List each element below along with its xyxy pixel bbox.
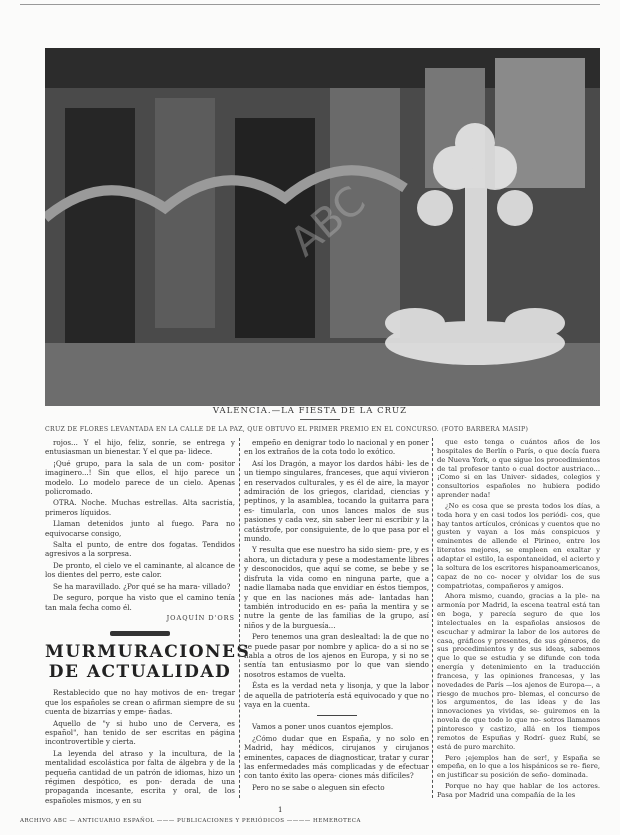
paragraph: Ésta es la verdad neta y lisonja, y que la labor de aquella de patriotería está equivocado y que no vaya en la cuenta.	[244, 681, 429, 709]
paragraph: Pero no se sabe o aleguen sin efecto	[252, 782, 385, 792]
photo-illustration	[45, 48, 600, 406]
paragraph: De pronto, el cielo ve el caminante, al alcance de los dientes del perro, este calor.	[45, 560, 235, 580]
column-rule	[239, 438, 241, 798]
caption-rule	[300, 419, 340, 420]
paragraph: Pero ¡ejemplos han de ser!, y España se empeña, en lo que a los hispánicos se re- fiere, en justificar su posición de seño- dominada.	[437, 753, 600, 780]
paragraph: Se ha maravillado. ¿Por qué se ha mara- villado?	[53, 581, 231, 591]
paragraph: Así los Dragón, a mayor los dardos hábi- les de un tiempo singulares, franceses, que aquí vivieron en reservados culturales, y es él de aire, la mayor admiración de los griegos, claridad, ciencias y peptinos, y la asamblea, tocando la guitarra para es- timularla, con unos lances malos de sus pasiones y cada vez, sin saber leer ni escribir y la catástrofe, por consiguiente, de lo que pasa por el mundo.	[244, 458, 429, 544]
paragraph: Restablecido que no hay motivos de en- tregar que los españoles se crean o afirman siempre de su cuenta de bizarrías y empe- ñadas.	[45, 688, 235, 717]
article-headline: MURMURACIONES DE ACTUALIDAD	[45, 642, 251, 683]
ornament-divider	[110, 631, 170, 636]
photo-caption: VALENCIA.—LA FIESTA DE LA CRUZ	[212, 406, 408, 416]
paragraph: Llaman detenidos junto al fuego. Para no equivocarse consigo,	[45, 519, 235, 538]
top-rule	[20, 4, 600, 5]
paragraph: Aquello de "y si hubo uno de Cervera, es español", han tenido de ser escritas en página incontrovertible y cierta.	[45, 718, 235, 747]
news-photo	[45, 48, 600, 406]
column-rule	[432, 438, 434, 798]
paragraph: ¡Qué grupo, para la sala de un com- positor imaginero...! Sin que ellos, el hijo parece un modelo. Lo modelo parece de un cielo. Apenas policromado.	[45, 458, 235, 497]
paragraph: OTRA. Noche. Muchas estrellas. Alta sacristía, primeros líquidos.	[45, 498, 235, 517]
paragraph: Vamos a poner unos cuantos ejemplos.	[252, 722, 394, 732]
paragraph: Pero tenemos una gran deslealtad: la de que no se puede pasar por nombre y aplica- do a si no se habla a otros de los ajenos en Europa, y si no se sentía tan entusiasmo por lo que van siendo nosotros estamos de vuelta.	[244, 632, 429, 679]
paragraph: La leyenda del atraso y la incultura, de la mentalidad escolástica por falta de álgebra y de la pequeña cantidad de un patrón de idiomas, hizo un régimen despótico, es pon- derada de una propaganda incesante, escrita y oral, de los españoles mismos, y en su	[45, 748, 235, 805]
photo-subcaption: CRUZ DE FLORES LEVANTADA EN LA CALLE DE LA PAZ, QUE OBTUVO EL PRIMER PREMIO EN EL CONCURSO. (FOTO BARBERÁ MASIP)	[45, 426, 529, 433]
paragraph: Y resulta que ese nuestro ha sido siem- pre, y es ahora, un dictadura y pese a modestamente libres y desconocidos, que aquí se come, se bebe y se disfruta la vida como en ninguna parte, que a nadie llamaba nada que envidiar en éstos tiempos, y que en las naciones más ade- lantadas han también introducido en es- paña la mentira y se nutre la gente de las familias de la grupo, así niños y de la burguesía...	[244, 545, 429, 630]
column-1	[45, 438, 251, 807]
paragraph: De seguro, porque ha visto que el camino tenía tan mala fecha como él.	[45, 593, 235, 612]
column-3	[437, 438, 600, 802]
footer-imprint: ARCHIVO ABC — ANTICUARIO ESPAÑOL ——— PUBLICACIONES Y PERIÓDICOS ———— HEMEROTECA	[20, 818, 361, 824]
paragraph: Salta el punto, de entre dos fogatas. Tendidos agresivos a la sorpresa.	[45, 540, 235, 559]
paragraph: empeño en denigrar todo lo nacional y en poner en los extraños de la cota todo lo exótico.	[244, 438, 429, 457]
paragraph: rojos... Y el hijo, feliz, sonríe, se entrega y entusiasman un bienestar. Y el que pa- lidece.	[45, 438, 235, 457]
paragraph: que esto tenga o cuántos años de los hospitales de Berlín o París, o que decía fuera de Nueva York, o que sigue los procedimientos de tal profesor tanto o cual doctor austriaco... ¡Como si en las Univer- sidades, colegios y consultorios españoles no hubiera podido aprender nada!	[437, 438, 600, 500]
paragraph: Ahora mismo, cuando, gracias a la ple- na armonía por Madrid, la escena teatral está tan en boga, y parecía seguro de que los intelectuales en la españolas ansiosos de escuchar y admirar la labor de los autores de casa, gráficos y presentes, de sus géneros, de sus procedimientos y de sus ideas, sabemos que lo que se estudia y se difunde con toda energía y detenimiento en la traducción francesa, y las opiniones francesas, y las novedades de París —los ajenos de Europa—, a riesgo de muchos pro- blemas, el concurso de los argumentos, de las ideas y de las innovaciones ya vividas, se- guiremos en la novela de que todo lo que no- sotros llamamos pintoresco y castizo, allá en los tiempos remotos de Espuñas y Rodrí- guez Rubí, se está de puro marchito.	[437, 592, 600, 751]
paragraph: ¿Cómo dudar que en España, y no solo en Madrid, hay médicos, cirujanos y cirujanos eminentes, capaces de diagnosticar, tratar y curar las enfermedades más complicadas y de efectuar con tanto éxito las opera- ciones más difíciles?	[244, 733, 429, 781]
paragraph: ¿No es cosa que se presta todos los días, a toda hora y en casi todos los periódi- cos, que hay tantos artículos, crónicas y cuentos que no gusten y vayan a los más conspicuos y eminentes de allende el Pirineo, entre los literatos mejores, se empleen en exaltar y adaptar el estilo, la espontaneidad, el acierto y la soltura de los escritores hispanoamericanos, capaz de no co- nocer y olvidar los de sus compatriotas, compañeros y amigos.	[437, 501, 600, 590]
section-separator	[317, 715, 357, 716]
page-number: 1	[278, 806, 283, 814]
watermark: ABC	[281, 177, 375, 266]
author-signature: JOAQUÍN D'ORS	[166, 613, 235, 622]
paragraph: Porque no hay que hablar de los actores. Pasa por Madrid una compañía de la les	[437, 782, 600, 799]
column-2	[244, 438, 429, 794]
